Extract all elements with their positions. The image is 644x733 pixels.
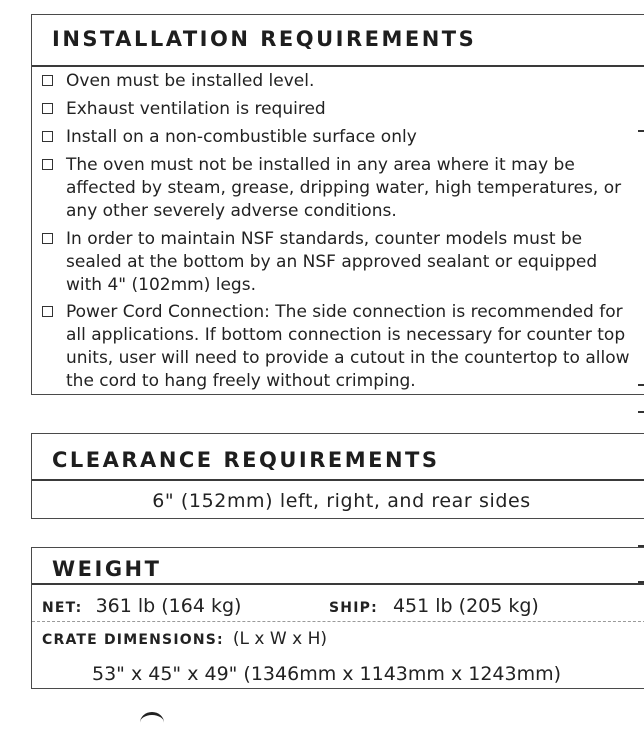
- checklist-item: [42, 70, 632, 93]
- weight-title-rule: [32, 583, 644, 585]
- partial-graphic: [140, 712, 164, 733]
- edge-mark: [638, 581, 644, 583]
- checklist-item: [42, 228, 632, 297]
- checklist-item-text: In order to maintain NSF standards, counter models must be sealed at the bottom by an NSF approved sealant or equipped with 4" (102mm) legs.: [66, 229, 598, 295]
- checklist-item: [42, 301, 632, 393]
- crate-suffix: (L x W x H): [232, 629, 327, 649]
- edge-mark: [638, 130, 644, 132]
- installation-requirements-section: [31, 14, 644, 395]
- weight-divider: [32, 621, 644, 622]
- clearance-title: CLEARANCE REQUIREMENTS: [52, 448, 440, 472]
- checkbox-icon[interactable]: [42, 131, 53, 142]
- checklist-item: [42, 154, 632, 223]
- edge-mark: [638, 384, 644, 386]
- net-label: NET:: [42, 600, 83, 616]
- net-weight-row: [42, 595, 241, 617]
- ship-weight-row: [329, 595, 539, 617]
- crate-label: CRATE DIMENSIONS:: [42, 632, 224, 648]
- edge-mark: [638, 411, 644, 413]
- ship-label: SHIP:: [329, 600, 378, 616]
- checklist-item-text: Install on a non-combustible surface only: [66, 127, 417, 147]
- clearance-text: 6" (152mm) left, right, and rear sides: [152, 490, 531, 512]
- checklist-item: [42, 98, 632, 121]
- checklist-item: [42, 126, 632, 149]
- clearance-requirements-section: [31, 433, 644, 519]
- checklist-item-text: The oven must not be installed in any area where it may be affected by steam, grease, dripping water, high temperatures, or any other severely adverse conditions.: [66, 155, 622, 221]
- crate-dimensions-value: 53" x 45" x 49" (1346mm x 1143mm x 1243mm): [92, 663, 562, 685]
- edge-mark: [638, 545, 644, 547]
- net-value: 361 lb (164 kg): [95, 595, 242, 617]
- ship-value: 451 lb (205 kg): [392, 595, 539, 617]
- weight-section: [31, 547, 644, 689]
- installation-title: INSTALLATION REQUIREMENTS: [52, 27, 477, 51]
- checkbox-icon[interactable]: [42, 233, 53, 244]
- checkbox-icon[interactable]: [42, 159, 53, 170]
- installation-title-rule: [32, 65, 644, 67]
- checklist-item-text: Oven must be installed level.: [66, 71, 315, 91]
- clearance-title-rule: [32, 479, 644, 481]
- checklist-item-text: Power Cord Connection: The side connection is recommended for all applications. If bottom connection is necessary for counter top units, user will need to provide a cutout in the countertop to allow the cord to hang freely without crimping.: [66, 302, 630, 391]
- weight-title: WEIGHT: [52, 557, 162, 581]
- checkbox-icon[interactable]: [42, 103, 53, 114]
- crate-dimensions-row: [42, 629, 327, 649]
- checkbox-icon[interactable]: [42, 306, 53, 317]
- checklist-item-text: Exhaust ventilation is required: [66, 99, 326, 119]
- checkbox-icon[interactable]: [42, 75, 53, 86]
